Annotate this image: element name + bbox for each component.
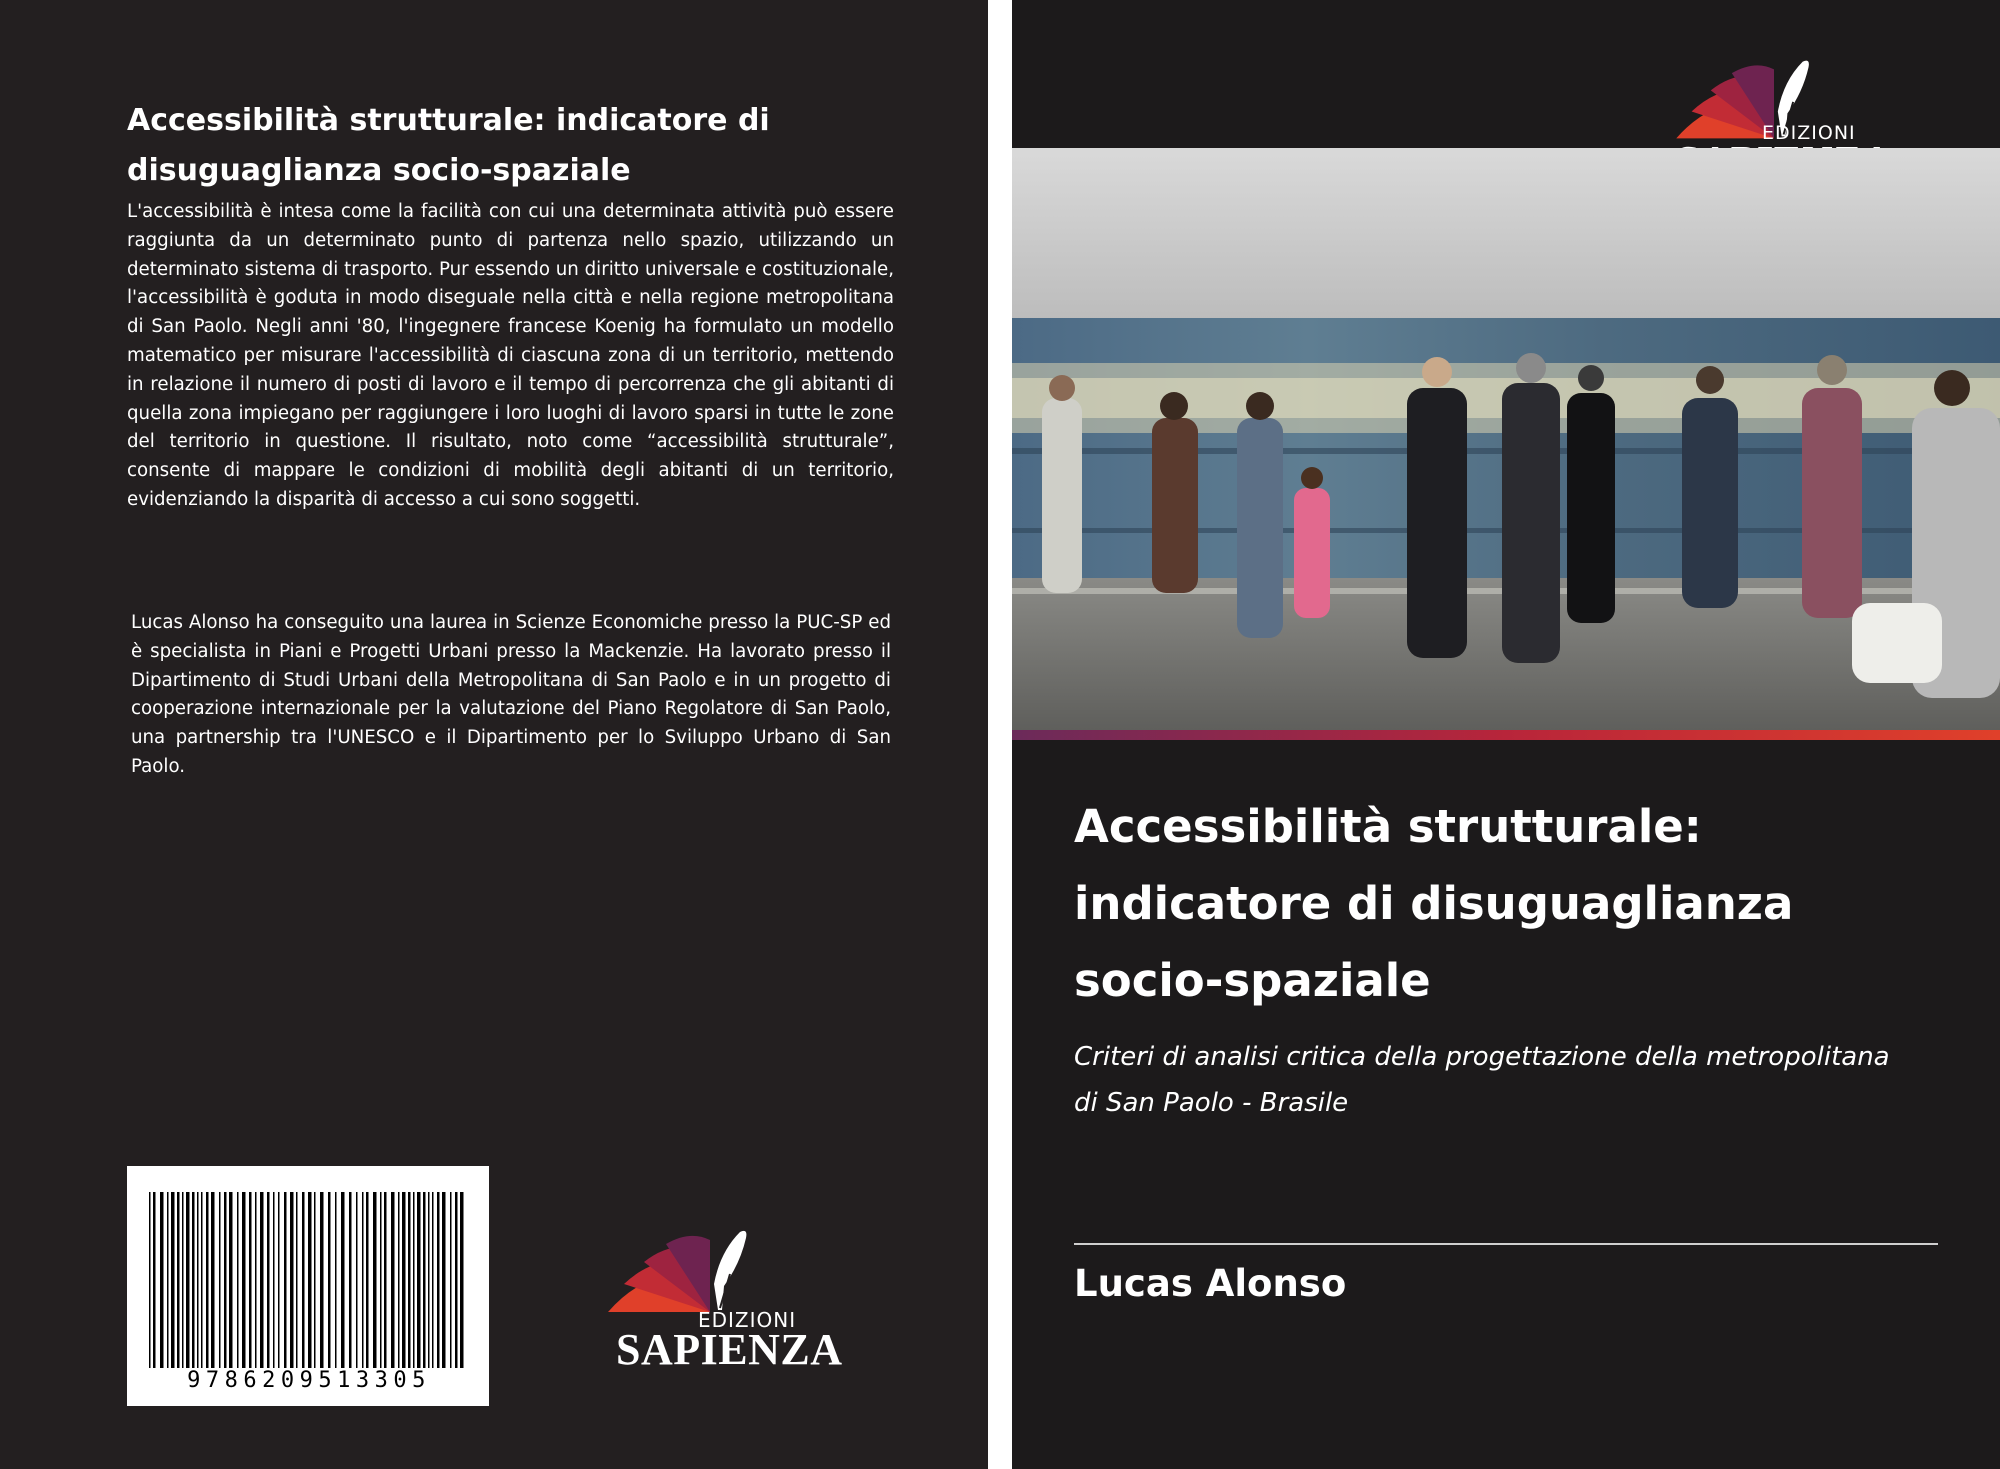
barcode-bar [153,1192,156,1368]
publisher-name: SAPIENZA [616,1325,843,1374]
isbn-barcode [127,1166,489,1406]
cover-photo-train-platform [1012,148,2000,730]
barcode-bar [314,1192,316,1368]
barcode-bar [242,1192,246,1368]
barcode-bar [417,1192,421,1368]
barcode-bar [455,1192,458,1368]
barcode-bar [249,1192,252,1368]
barcode-bar [192,1192,195,1368]
barcode-bar [237,1192,239,1368]
barcode-bar [356,1192,358,1368]
barcode-bar [211,1192,215,1368]
barcode-bar [328,1192,331,1368]
barcode-bar [302,1192,305,1368]
barcode-bar [349,1192,352,1368]
author-bio: Lucas Alonso ha conseguito una laurea in Scienze Economiche presso la PUC-SP ed è specialista in Piani e Progetti Urbani presso la Mackenzie. Ha lavorato presso il Dipartimento di Studi Urbani della Metropolitana di San Paolo e in un progetto di cooperazione internazionale per la valutazione del Piano Regolatore di San Paolo, una partnership tra l'UNESCO e il Dipartimento per lo Sviluppo Urbano di San Paolo. [131,612,891,777]
barcode-bar [408,1192,411,1368]
author-divider [1074,1243,1938,1245]
barcode-bar [171,1192,175,1368]
barcode-bar [366,1192,369,1368]
barcode-bar [278,1192,280,1368]
barcode-bar [206,1192,209,1368]
barcode-bar [224,1192,227,1368]
barcode-bar [428,1192,430,1368]
barcode-bar [437,1192,440,1368]
barcode-bar [182,1192,184,1368]
barcode-bar [201,1192,203,1368]
barcode-bar [432,1192,434,1368]
barcode-bar [260,1192,264,1368]
barcode-bar [373,1192,377,1368]
barcode-bar [380,1192,382,1368]
barcode-bar [384,1192,387,1368]
barcode-bar [167,1192,169,1368]
barcode-bar [398,1192,400,1368]
barcode-bar [284,1192,287,1368]
barcode-bar [229,1192,233,1368]
barcode-bar [267,1192,270,1368]
back-cover-title: Accessibilità strutturale: indicatore di disuguaglianza socio-spaziale [127,103,770,188]
barcode-bar [273,1192,275,1368]
barcode-bar [442,1192,446,1368]
barcode-bar [255,1192,257,1368]
barcode-bar [391,1192,395,1368]
barcode-bar [197,1192,199,1368]
cover-gap [988,0,1012,1469]
publisher-logo-back [590,1224,843,1374]
publisher-edizioni: EDIZIONI [1762,122,1856,144]
isbn-number: 9786209513305 [187,1368,431,1393]
barcode-bar [219,1192,221,1368]
barcode-bar [308,1192,312,1368]
barcode-bar [413,1192,415,1368]
barcode-bar [186,1192,190,1368]
fan-logo-icon [590,1224,830,1320]
barcode-bar [402,1192,406,1368]
barcode-bar [460,1192,464,1368]
front-cover-author: Lucas Alonso [1074,1262,1347,1305]
barcode-bar [335,1192,337,1368]
front-cover-title: Accessibilità strutturale: indicatore di disuguaglianza socio-spaziale [1074,800,1794,1007]
front-cover-subtitle: Criteri di analisi critica della progettazione della metropolitana di San Paolo - Brasile [1074,1042,1890,1118]
barcode-bar [450,1192,452,1368]
barcode-bar [177,1192,180,1368]
barcode-bar [341,1192,345,1368]
barcode-bar [160,1192,164,1368]
publisher-edizioni: EDIZIONI [698,1308,797,1332]
barcode-bar [423,1192,426,1368]
cover-accent-bar [1012,730,2000,740]
barcode-bar [362,1192,364,1368]
back-cover-abstract: L'accessibilità è intesa come la facilità con cui una determinata attività può essere raggiunta da un determinato punto di partenza nello spazio, utilizzando un determinato sistema di trasporto. Pur essendo un diritto universale e costituzionale, l'accessibilità è goduta in modo diseguale nella città e nella regione metropolitana di San Paolo. Negli anni '80, l'ingegnere francese Koenig ha formulato un modello matematico per misurare l'accessibilità di ciascuna zona di un territorio, mettendo in relazione il numero di posti di lavoro e il tempo di percorrenza che gli abitanti di quella zona impiegano per raggiungere i loro luoghi di lavoro sparsi in tutte le zone del territorio in questione. Il risultato, noto come “accessibilità strutturale”, consente di mappare le condizioni di mobilità degli abitanti di un territorio, evidenziando la disparità di accesso a cui sono soggetti. [127,201,894,510]
barcode-bar [290,1192,294,1368]
barcode-bar [320,1192,324,1368]
barcode-bar [149,1192,151,1368]
barcode-bar [296,1192,298,1368]
